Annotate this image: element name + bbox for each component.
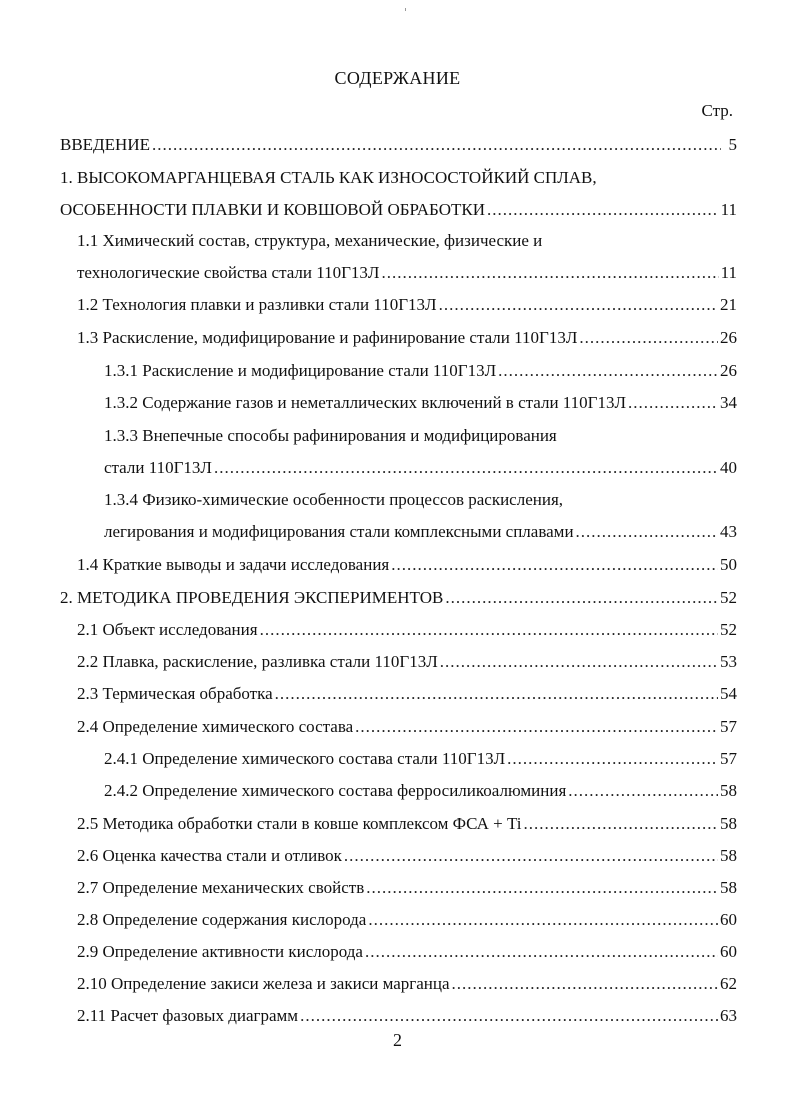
toc-entry-page: 58 xyxy=(720,781,737,800)
scan-speck xyxy=(405,8,406,11)
toc-entry-title: 2.5 Методика обработки стали в ковше комплексом ФСА + Ti xyxy=(77,814,522,833)
toc-entry-title: 2.3 Термическая обработка xyxy=(77,684,273,703)
toc-entry-title: 2.6 Оценка качества стали и отливок xyxy=(77,846,342,865)
page-title: СОДЕРЖАНИЕ xyxy=(334,68,461,88)
toc-entry-title-line1: 1.3.4 Физико-химические особенности процессов раскисления, xyxy=(104,490,564,509)
toc-entry-title-line1: 1.1 Химический состав, структура, механические, физические и xyxy=(77,231,543,250)
toc-entry-title: 2.4 Определение химического состава xyxy=(77,717,354,736)
toc-entry xyxy=(77,652,737,676)
toc-entry xyxy=(77,910,737,934)
toc-entry xyxy=(104,458,737,482)
toc-leader-dots xyxy=(523,814,718,834)
toc-entry-title: 2.7 Определение механических свойств xyxy=(77,878,365,897)
toc-entry-title: 1.4 Краткие выводы и задачи исследования xyxy=(77,555,390,574)
toc-entry-page: 58 xyxy=(720,846,737,865)
toc-entry-title: 2.4.1 Определение химического состава стали 110Г13Л xyxy=(104,749,506,768)
toc-leader-dots xyxy=(152,135,721,155)
toc-entry xyxy=(77,295,737,319)
toc-entry-page: 21 xyxy=(720,295,737,314)
toc-entry xyxy=(60,135,737,159)
toc-leader-dots xyxy=(576,522,718,542)
toc-leader-dots xyxy=(440,652,718,672)
toc-entry-page: 34 xyxy=(720,393,737,412)
toc-leader-dots xyxy=(391,555,718,575)
toc-entry-page: 60 xyxy=(720,910,737,929)
toc-entry-page: 26 xyxy=(720,328,737,347)
toc-leader-dots xyxy=(368,910,718,930)
toc-leader-dots xyxy=(355,717,718,737)
toc-entry xyxy=(77,263,737,287)
toc-entry-page: 50 xyxy=(720,555,737,574)
toc-leader-dots xyxy=(507,749,718,769)
toc-entry-title: 2.10 Определение закиси железа и закиси марганца xyxy=(77,974,450,993)
toc-entry xyxy=(77,1006,737,1030)
toc-entry-page: 11 xyxy=(720,263,737,282)
toc-entry-title-line1: 1.3.3 Внепечные способы рафинирования и модифицирования xyxy=(104,426,557,445)
toc-entry-title: 2.2 Плавка, раскисление, разливка стали 110Г13Л xyxy=(77,652,438,671)
toc-entry-title-line1: 1. ВЫСОКОМАРГАНЦЕВАЯ СТАЛЬ КАК ИЗНОСОСТОЙКИЙ СПЛАВ, xyxy=(60,168,597,187)
toc-entry xyxy=(60,200,737,224)
toc-leader-dots xyxy=(275,684,718,704)
toc-entry xyxy=(77,717,737,741)
toc-leader-dots xyxy=(487,200,719,220)
toc-leader-dots xyxy=(452,974,718,994)
toc-entry-page: 26 xyxy=(720,361,737,380)
toc-entry-title: ВВЕДЕНИЕ xyxy=(60,135,150,154)
toc-entry xyxy=(104,522,737,546)
toc-entry xyxy=(77,620,737,644)
toc-entry-page: 57 xyxy=(720,717,737,736)
toc-leader-dots xyxy=(568,781,718,801)
toc-leader-dots xyxy=(300,1006,718,1026)
toc-entry-page: 58 xyxy=(720,814,737,833)
toc-entry-page: 58 xyxy=(720,878,737,897)
toc-entry-title: ОСОБЕННОСТИ ПЛАВКИ И КОВШОВОЙ ОБРАБОТКИ xyxy=(60,200,485,219)
toc-entry xyxy=(104,393,737,417)
toc-entry-page: 5 xyxy=(728,135,737,154)
toc-leader-dots xyxy=(366,878,718,898)
toc-entry-title: 2. МЕТОДИКА ПРОВЕДЕНИЯ ЭКСПЕРИМЕНТОВ xyxy=(60,588,444,607)
toc-entry xyxy=(77,846,737,870)
toc-entry xyxy=(77,942,737,966)
toc-entry-page: 54 xyxy=(720,684,737,703)
toc-leader-dots xyxy=(439,295,718,315)
toc-leader-dots xyxy=(365,942,718,962)
toc-entry-title: технологические свойства стали 110Г13Л xyxy=(77,263,380,282)
toc-entry-page: 53 xyxy=(720,652,737,671)
toc-leader-dots xyxy=(381,263,718,283)
toc-entry-title: легирования и модифицирования стали комплексными сплавами xyxy=(104,522,574,541)
toc-entry-page: 52 xyxy=(720,588,737,607)
toc-entry xyxy=(77,555,737,579)
toc-entry xyxy=(77,878,737,902)
toc-entry-page: 62 xyxy=(720,974,737,993)
toc-entry-title: 2.1 Объект исследования xyxy=(77,620,258,639)
toc-entry-title: стали 110Г13Л xyxy=(104,458,212,477)
toc-entry-title: 2.8 Определение содержания кислорода xyxy=(77,910,367,929)
toc-leader-dots xyxy=(260,620,718,640)
toc-entry-page: 43 xyxy=(720,522,737,541)
toc-entry xyxy=(77,684,737,708)
toc-entry xyxy=(104,361,737,385)
page-column-header: Стр. xyxy=(701,101,733,120)
toc-leader-dots xyxy=(445,588,718,608)
page-number: 2 xyxy=(393,1030,402,1050)
toc-leader-dots xyxy=(344,846,718,866)
toc-entry xyxy=(104,749,737,773)
toc-leader-dots xyxy=(214,458,718,478)
toc-entry-title: 2.4.2 Определение химического состава ферросиликоалюминия xyxy=(104,781,567,800)
toc-leader-dots xyxy=(579,328,718,348)
toc-entry-page: 63 xyxy=(720,1006,737,1025)
toc-entry-page: 11 xyxy=(720,200,737,219)
toc-entry-title: 1.3.1 Раскисление и модифицирование стали 110Г13Л xyxy=(104,361,497,380)
toc-entry-page: 52 xyxy=(720,620,737,639)
toc-entry-page: 57 xyxy=(720,749,737,768)
toc-entry-title: 1.2 Технология плавки и разливки стали 110Г13Л xyxy=(77,295,437,314)
toc-entry xyxy=(104,781,737,805)
toc-entry xyxy=(60,588,737,612)
toc-entry-title: 2.11 Расчет фазовых диаграмм xyxy=(77,1006,299,1025)
toc-entry xyxy=(77,814,737,838)
toc-leader-dots xyxy=(498,361,718,381)
toc-entry-title: 2.9 Определение активности кислорода xyxy=(77,942,363,961)
toc-entry-page: 40 xyxy=(720,458,737,477)
toc-entry-title: 1.3 Раскисление, модифицирование и рафинирование стали 110Г13Л xyxy=(77,328,578,347)
toc-entry-page: 60 xyxy=(720,942,737,961)
toc-entry-title: 1.3.2 Содержание газов и неметаллических включений в стали 110Г13Л xyxy=(104,393,627,412)
toc-entry xyxy=(77,974,737,998)
toc-entry xyxy=(77,328,737,352)
toc-leader-dots xyxy=(628,393,718,413)
